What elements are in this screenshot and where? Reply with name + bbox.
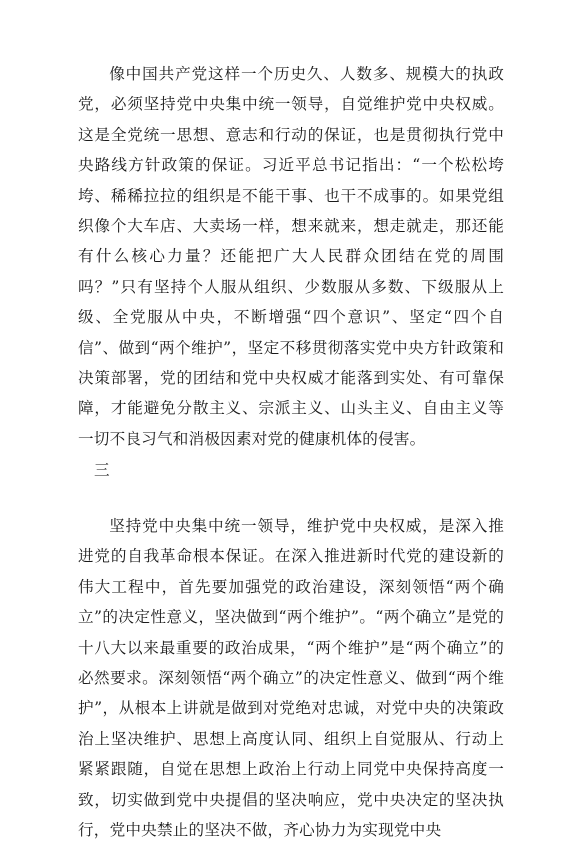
body-paragraph: 像中国共产党这样一个历史久、人数多、规模大的执政党，必须坚持党中央集中统一领导，自觉维护党中央权威。这是全党统一思想、意志和行动的保证，也是贯彻执行党中央路线方针政策的保证。习近平总书记指出：“一个松松垮垮、稀稀拉拉的组织是不能干事、也干不成事的。如果党组织像个大车店、大卖场一样，想来就来，想走就走，那还能有什么核心力量？还能把广大人民群众团结在党的周围吗？”只有坚持个人服从组织、少数服从多数、下级服从上级、全党服从中央，不断增强“四个意识”、坚定“四个自信”、做到“两个维护”，坚定不移贯彻落实党中央方针政策和决策部署，党的团结和党中央权威才能落到实处、有可靠保障，才能避免分散主义、宗派主义、山头主义、自由主义等一切不良习气和消极因素对党的健康机体的侵害。 bbox=[78, 65, 504, 448]
body-paragraph: 坚持党中央集中统一领导，维护党中央权威，是深入推进党的自我革命根本保证。在深入推进新时代党的建设新的伟大工程中，首先要加强党的政治建设，深刻领悟“两个确立”的决定性意义，坚决做到“两个维护”。“两个确立”是党的十八大以来最重要的政治成果，“两个维护”是“两个确立”的必然要求。深刻领悟“两个确立”的决定性意义、做到“两个维护”，从根本上讲就是做到对党绝对忠诚，对党中央的决策政治上坚决维护、思想上高度认同、组织上自觉服从、行动上紧紧跟随，自觉在思想上政治上行动上同党中央保持高度一致，切实做到党中央提倡的坚决响应，党中央决定的坚决执行，党中央禁止的坚决不做，齐心协力为实现党中央 bbox=[78, 517, 504, 840]
section-heading: 三 bbox=[94, 461, 110, 479]
